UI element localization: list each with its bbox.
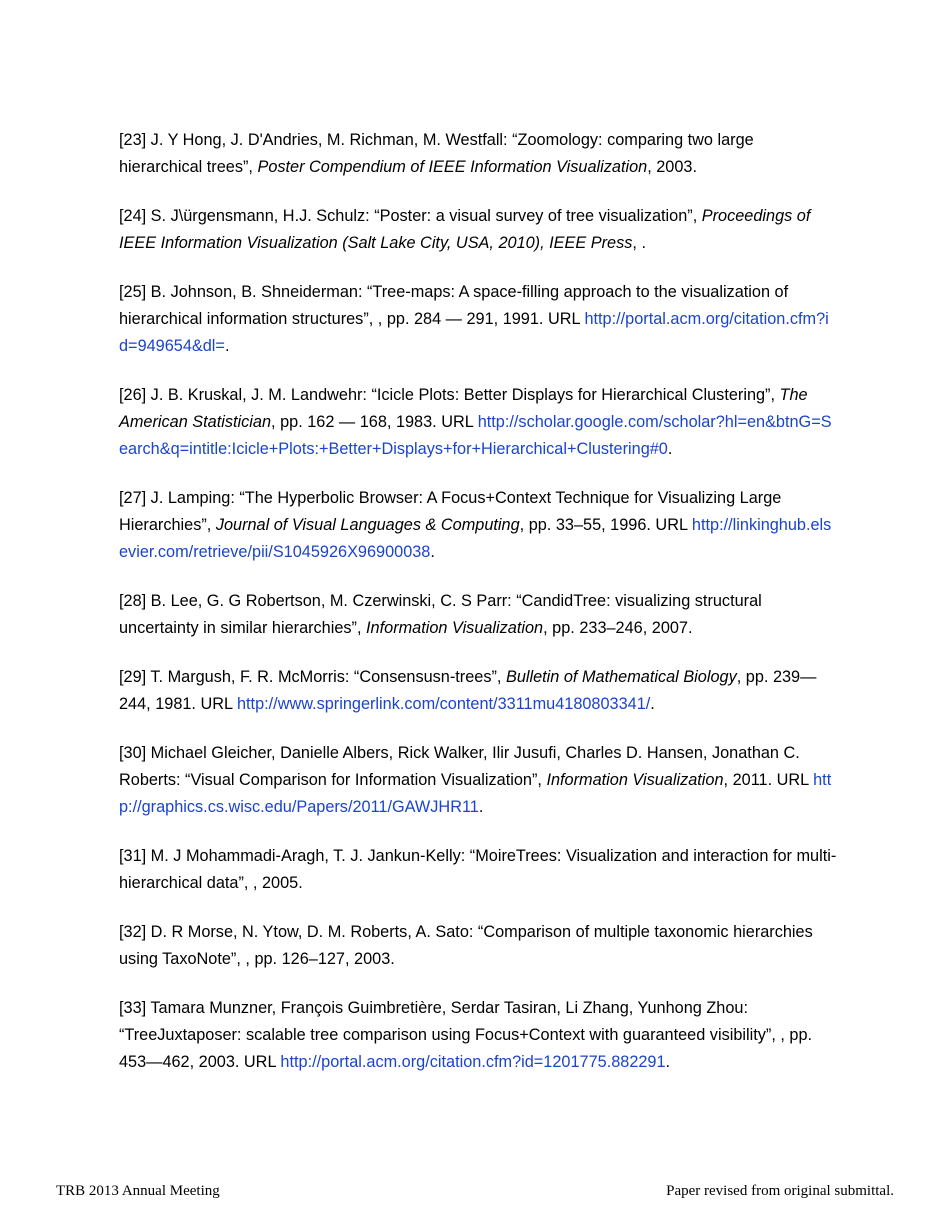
reference-text: [33] Tamara Munzner, François Guimbretière, Serdar Tasiran, Li Zhang, Yunhong Zhou: “TreeJuxtaposer: scalable tree comparison using Focus+Context with guaranteed visibility”, , pp. 453—462, 2003. URL bbox=[119, 999, 813, 1071]
reference-text: . bbox=[430, 543, 435, 561]
reference-text: , pp. 33–55, 1996. URL bbox=[519, 516, 692, 534]
reference-text: , 2011. URL bbox=[723, 771, 814, 789]
reference-text: , . bbox=[632, 234, 646, 252]
reference-entry bbox=[119, 382, 837, 463]
reference-text: [27] J. Lamping: “The Hyperbolic Browser: A Focus+Context Technique for Visualizing Large Hierarchies”, bbox=[119, 489, 782, 534]
reference-entry bbox=[119, 485, 837, 566]
reference-text: . bbox=[650, 695, 655, 713]
reference-venue: Proceedings of IEEE Information Visualization (Salt Lake City, USA, 2010), IEEE Press bbox=[119, 207, 811, 252]
reference-venue: Information Visualization bbox=[546, 771, 724, 789]
reference-venue: Journal of Visual Languages & Computing bbox=[215, 516, 520, 534]
reference-text: , pp. 239—244, 1981. URL bbox=[119, 668, 817, 713]
reference-entry bbox=[119, 740, 837, 821]
reference-text: [32] D. R Morse, N. Ytow, D. M. Roberts, A. Sato: “Comparison of multiple taxonomic hierarchies using TaxoNote”, , pp. 126–127, 2003. bbox=[119, 923, 813, 968]
reference-venue: Information Visualization bbox=[366, 619, 544, 637]
footer-conference: TRB 2013 Annual Meeting bbox=[56, 1183, 220, 1199]
reference-url-link[interactable]: http://linkinghub.elsevier.com/retrieve/pii/S1045926X96900038 bbox=[119, 516, 832, 561]
reference-entry bbox=[119, 127, 837, 181]
reference-entry bbox=[119, 588, 837, 642]
reference-text: , 2003. bbox=[647, 158, 697, 176]
footer-revision-note: Paper revised from original submittal. bbox=[666, 1183, 894, 1199]
reference-url-link[interactable]: http://portal.acm.org/citation.cfm?id=949654&dl= bbox=[119, 310, 829, 355]
reference-entry bbox=[119, 919, 837, 973]
reference-url-link[interactable]: http://graphics.cs.wisc.edu/Papers/2011/GAWJHR11 bbox=[119, 771, 832, 816]
reference-text: , pp. 233–246, 2007. bbox=[543, 619, 693, 637]
reference-list bbox=[119, 127, 837, 1098]
reference-url-link[interactable]: http://portal.acm.org/citation.cfm?id=1201775.882291 bbox=[280, 1053, 666, 1071]
reference-venue: Poster Compendium of IEEE Information Visualization bbox=[257, 158, 648, 176]
reference-text: [23] J. Y Hong, J. D'Andries, M. Richman, M. Westfall: “Zoomology: comparing two large hierarchical trees”, bbox=[119, 131, 754, 176]
reference-text: , pp. 162 — 168, 1983. URL bbox=[271, 413, 478, 431]
reference-text: [26] J. B. Kruskal, J. M. Landwehr: “Icicle Plots: Better Displays for Hierarchical Clustering”, bbox=[119, 386, 780, 404]
reference-venue: Bulletin of Mathematical Biology bbox=[505, 668, 737, 686]
reference-entry bbox=[119, 203, 837, 257]
reference-url-link[interactable]: http://www.springerlink.com/content/3311mu4180803341/ bbox=[236, 695, 651, 713]
reference-entry bbox=[119, 843, 837, 897]
reference-text: . bbox=[665, 1053, 671, 1071]
reference-entry bbox=[119, 664, 837, 718]
reference-entry bbox=[119, 995, 837, 1076]
reference-text: [30] Michael Gleicher, Danielle Albers, Rick Walker, Ilir Jusufi, Charles D. Hansen, Jonathan C. Roberts: “Visual Comparison for Information Visualization”, bbox=[119, 744, 800, 789]
reference-text: [25] B. Johnson, B. Shneiderman: “Tree-maps: A space-filling approach to the visualization of hierarchical information structures”, , pp. 284 — 291, 1991. URL bbox=[119, 283, 789, 328]
reference-text: [28] B. Lee, G. G Robertson, M. Czerwinski, C. S Parr: “CandidTree: visualizing structural uncertainty in similar hierarchies”, bbox=[119, 592, 762, 637]
reference-venue: The American Statistician bbox=[119, 386, 808, 431]
reference-url-link[interactable]: http://scholar.google.com/scholar?hl=en&btnG=Search&q=intitle:Icicle+Plots:+Better+Displays+for+Hierarchical+Clustering#0 bbox=[119, 413, 832, 458]
reference-text: . bbox=[224, 337, 230, 355]
reference-text: [24] S. J\ürgensmann, H.J. Schulz: “Poster: a visual survey of tree visualization”, bbox=[119, 207, 702, 225]
reference-text: . bbox=[478, 798, 484, 816]
reference-entry bbox=[119, 279, 837, 360]
reference-text: [29] T. Margush, F. R. McMorris: “Consensusn-trees”, bbox=[119, 668, 506, 686]
reference-text: [31] M. J Mohammadi-Aragh, T. J. Jankun-Kelly: “MoireTrees: Visualization and interaction for multi-hierarchical data”, , 2005. bbox=[119, 847, 837, 892]
reference-text: . bbox=[667, 440, 673, 458]
